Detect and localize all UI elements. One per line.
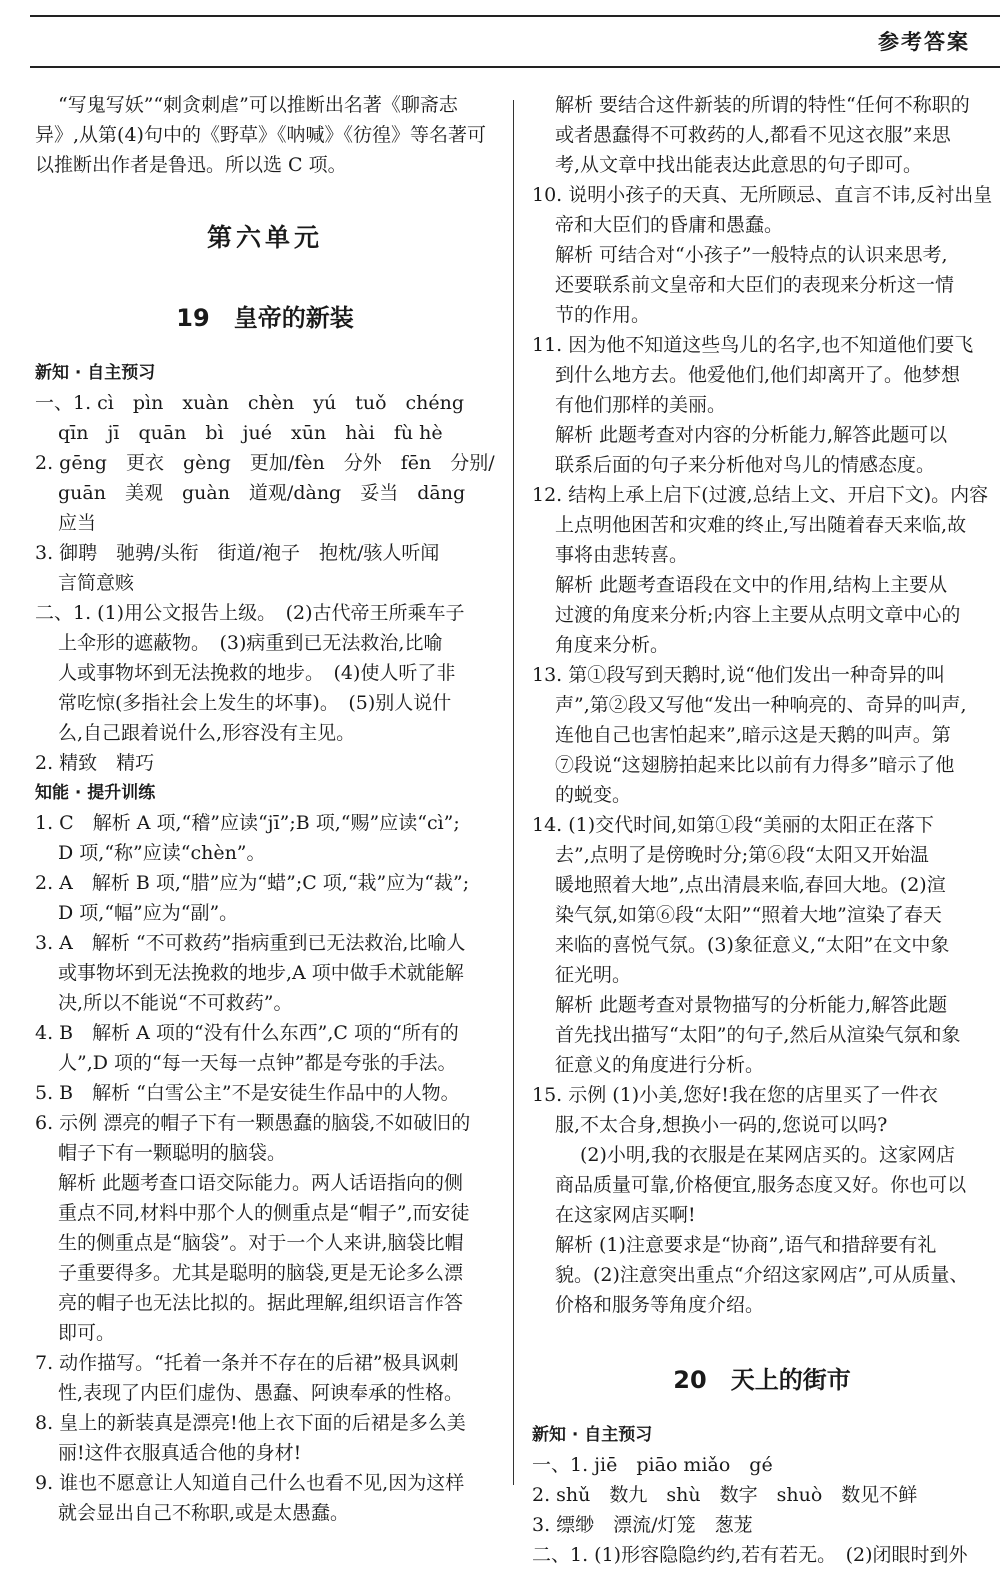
header-top-rule [30, 15, 1000, 17]
answer-line: 12. 结构上承上启下(过渡,总结上文、开启下文)。内容 [532, 484, 989, 506]
answer-line: 7. 动作描写。“托着一条并不存在的后裙”极具讽刺 [35, 1352, 459, 1374]
preview-answers [35, 388, 495, 778]
answer-line: 解析 此题考查对内容的分析能力,解答此题可以 [555, 424, 948, 446]
answer-line: 首先找出描写“太阳”的句子,然后从渲染气氛和象 [555, 1024, 961, 1046]
answer-line: 3. A 解析 “不可救药”指病重到已无法救治,比喻人 [35, 932, 466, 954]
section-preview-heading: 新知 · 自主预习 [35, 363, 156, 383]
answer-line: 决,所以不能说“不可救药”。 [58, 992, 293, 1014]
preview-answers-20 [532, 1450, 992, 1570]
answer-line: 价格和服务等角度介绍。 [555, 1294, 765, 1316]
answer-line: 人或事物坏到无法挽救的地步。 (4)使人听了非 [58, 662, 456, 684]
answer-line: 解析 此题考查口语交际能力。两人话语指向的侧 [58, 1172, 464, 1194]
intro-paragraph [35, 90, 495, 180]
answer-line: 上点明他困苦和灾难的终止,写出随着春天来临,故 [555, 514, 967, 536]
answer-line: 上伞形的遮蔽物。 (3)病重到已无法救治,比喻 [58, 632, 443, 654]
answer-line: 解析 此题考查对景物描写的分析能力,解答此题 [555, 994, 948, 1016]
answer-line: 异》,从第(4)句中的《野草》《呐喊》《彷徨》等名著可 [35, 124, 486, 146]
answer-line: 来临的喜悦气氛。(3)象征意义,“太阳”在文中象 [555, 934, 950, 956]
answer-line: 联系后面的句子来分析他对鸟儿的情感态度。 [555, 454, 936, 476]
answer-line: 帽子下有一颗聪明的脑袋。 [58, 1142, 287, 1164]
answer-line: ⑦段说“这翅膀拍起来比以前有力得多”暗示了他 [555, 754, 955, 776]
answer-line: guān 美观 guàn 道观/dàng 妥当 dāng [58, 482, 466, 504]
lesson-20-title: 20 天上的街市 [673, 1366, 851, 1394]
answer-line: 2. A 解析 B 项,“腊”应为“蜡”;C 项,“栽”应为“裁”; [35, 872, 470, 894]
answer-line: 2. gēng 更衣 gèng 更加/fèn 分外 fēn 分别/ [35, 452, 495, 474]
answer-line: 或事物坏到无法挽救的地步,A 项中做手术就能解 [58, 962, 464, 984]
answer-line: 在这家网店买啊! [555, 1204, 696, 1226]
answer-line: D 项,“称”应读“chèn”。 [58, 842, 266, 864]
answer-line: 即可。 [58, 1322, 116, 1344]
answer-line: “写鬼写妖”“刺贪刺虐”可以推断出名著《聊斋志 [58, 94, 458, 116]
column-divider [513, 100, 514, 1485]
section-preview-heading-20: 新知 · 自主预习 [532, 1425, 653, 1445]
answer-line: 解析 要结合这件新装的所谓的特性“任何不称职的 [555, 94, 970, 116]
answer-line: 或者愚蠢得不可救药的人,都看不见这衣服”来思 [555, 124, 951, 146]
answer-line: 帝和大臣们的昏庸和愚蠢。 [555, 214, 784, 236]
answer-line: 11. 因为他不知道这些鸟儿的名字,也不知道他们要飞 [532, 334, 974, 356]
answer-line: (2)小明,我的衣服是在某网店买的。这家网店 [580, 1144, 955, 1166]
answer-line: 连他自己也害怕起来”,暗示这是天鹅的叫声。第 [555, 724, 951, 746]
answer-line: 6. 示例 漂亮的帽子下有一颗愚蠢的脑袋,不如破旧的 [35, 1112, 471, 1134]
answer-line: 征光明。 [555, 964, 632, 986]
answer-line: 常吃惊(多指社会上发生的坏事)。 (5)别人说什 [58, 692, 452, 714]
page-header-title: 参考答案 [878, 30, 970, 54]
answer-line: 服,不太合身,想换小一码的,您说可以吗? [555, 1114, 888, 1136]
answer-line: 暖地照着大地”,点出清晨来临,春回大地。(2)渲 [555, 874, 946, 896]
answer-line: 解析 此题考查语段在文中的作用,结构上主要从 [555, 574, 948, 596]
answer-line: 染气氛,如第⑥段“太阳”“照着大地”渲染了春天 [555, 904, 942, 926]
answer-line: 13. 第①段写到天鹅时,说“他们发出一种奇异的叫 [532, 664, 946, 686]
answer-line: 商品质量可靠,价格便宜,服务态度又好。你也可以 [555, 1174, 967, 1196]
answer-line: 的蜕变。 [555, 784, 632, 806]
answer-line: 有他们那样的美丽。 [555, 394, 727, 416]
answer-line: 一、1. jiē piāo miǎo gé [532, 1454, 773, 1476]
answer-line: 到什么地方去。他爱他们,他们却离开了。他梦想 [555, 364, 961, 386]
answer-line: 2. 精致 精巧 [35, 752, 155, 774]
answer-line: 重点不同,材料中那个人的侧重点是“帽子”,而安徒 [58, 1202, 470, 1224]
answer-line: 8. 皇上的新装真是漂亮!他上衣下面的后裙是多么美 [35, 1412, 466, 1434]
answer-line: 10. 说明小孩子的天真、无所顾忌、直言不讳,反衬出皇 [532, 184, 993, 206]
answer-line: 么,自己跟着说什么,形容没有主见。 [58, 722, 356, 744]
unit-title: 第六单元 [206, 223, 323, 252]
answer-line: 节的作用。 [555, 304, 651, 326]
answer-line: 就会显出自己不称职,或是太愚蠢。 [58, 1502, 350, 1524]
right-column [532, 90, 992, 1570]
answer-line: 过渡的角度来分析;内容上主要从点明文章中心的 [555, 604, 961, 626]
answer-line: 性,表现了内臣们虚伪、愚蠢、阿谀奉承的性格。 [58, 1382, 464, 1404]
answer-line: 丽!这件衣服真适合他的身材! [58, 1442, 302, 1464]
answer-line: 子重要得多。尤其是聪明的脑袋,更是无论多么漂 [58, 1262, 464, 1284]
answer-line: 3. 御聘 驰骋/头衔 街道/袍子 抱枕/骇人听闻 [35, 542, 440, 564]
answer-line: 应当 [58, 512, 97, 534]
answer-line: 亮的帽子也无法比拟的。据此理解,组织语言作答 [58, 1292, 464, 1314]
answer-line: D 项,“幅”应为“副”。 [58, 902, 239, 924]
answer-line: 角度来分析。 [555, 634, 670, 656]
answer-line: 考,从文章中找出能表达此意思的句子即可。 [555, 154, 923, 176]
answer-line: 解析 (1)注意要求是“协商”,语气和措辞要有礼 [555, 1234, 937, 1256]
training-answers-continued [532, 90, 992, 1320]
answer-line: qīn jī quān bì jué xūn hài fù hè [58, 422, 443, 444]
left-column [35, 90, 495, 1528]
answer-line: 征意义的角度进行分析。 [555, 1054, 765, 1076]
answer-line: 2. shǔ 数九 shù 数字 shuò 数见不鲜 [532, 1484, 918, 1506]
answer-line: 二、1. (1)用公文报告上级。 (2)古代帝王所乘车子 [35, 602, 465, 624]
answer-line: 15. 示例 (1)小美,您好!我在您的店里买了一件衣 [532, 1084, 938, 1106]
section-training-heading: 知能 · 提升训练 [35, 783, 156, 803]
answer-line: 人”,D 项的“每一天每一点钟”都是夸张的手法。 [58, 1052, 457, 1074]
answer-line: 生的侧重点是“脑袋”。对于一个人来讲,脑袋比帽 [58, 1232, 464, 1254]
answer-line: 解析 可结合对“小孩子”一般特点的认识来思考, [555, 244, 948, 266]
answer-line: 以推断出作者是鲁迅。所以选 C 项。 [35, 154, 347, 176]
answer-line: 9. 谁也不愿意让人知道自己什么也看不见,因为这样 [35, 1472, 465, 1494]
answer-line: 4. B 解析 A 项的“没有什么东西”,C 项的“所有的 [35, 1022, 459, 1044]
answer-line: 3. 缥缈 漂流/灯笼 葱茏 [532, 1514, 753, 1536]
answer-line: 5. B 解析 “白雪公主”不是安徒生作品中的人物。 [35, 1082, 460, 1104]
answer-line: 言简意赅 [58, 572, 135, 594]
answer-line: 还要联系前文皇帝和大臣们的表现来分析这一情 [555, 274, 955, 296]
answer-line: 去”,点明了是傍晚时分;第⑥段“太阳又开始温 [555, 844, 929, 866]
answer-line: 二、1. (1)形容隐隐约约,若有若无。 (2)闭眼时到外 [532, 1544, 968, 1566]
lesson-19-title: 19 皇帝的新装 [176, 304, 354, 332]
header-bottom-rule [30, 66, 1000, 68]
training-answers [35, 808, 495, 1528]
answer-line: 事将由悲转喜。 [555, 544, 689, 566]
answer-line: 貌。(2)注意突出重点“介绍这家网店”,可从质量、 [555, 1264, 969, 1286]
answer-line: 14. (1)交代时间,如第①段“美丽的太阳正在落下 [532, 814, 934, 836]
answer-line: 一、1. cì pìn xuàn chèn yú tuǒ chéng [35, 392, 465, 414]
answer-line: 声”,第②段又写他“发出一种响亮的、奇异的叫声, [555, 694, 967, 716]
answer-line: 1. C 解析 A 项,“稽”应读“jī”;B 项,“赐”应读“cì”; [35, 812, 460, 834]
